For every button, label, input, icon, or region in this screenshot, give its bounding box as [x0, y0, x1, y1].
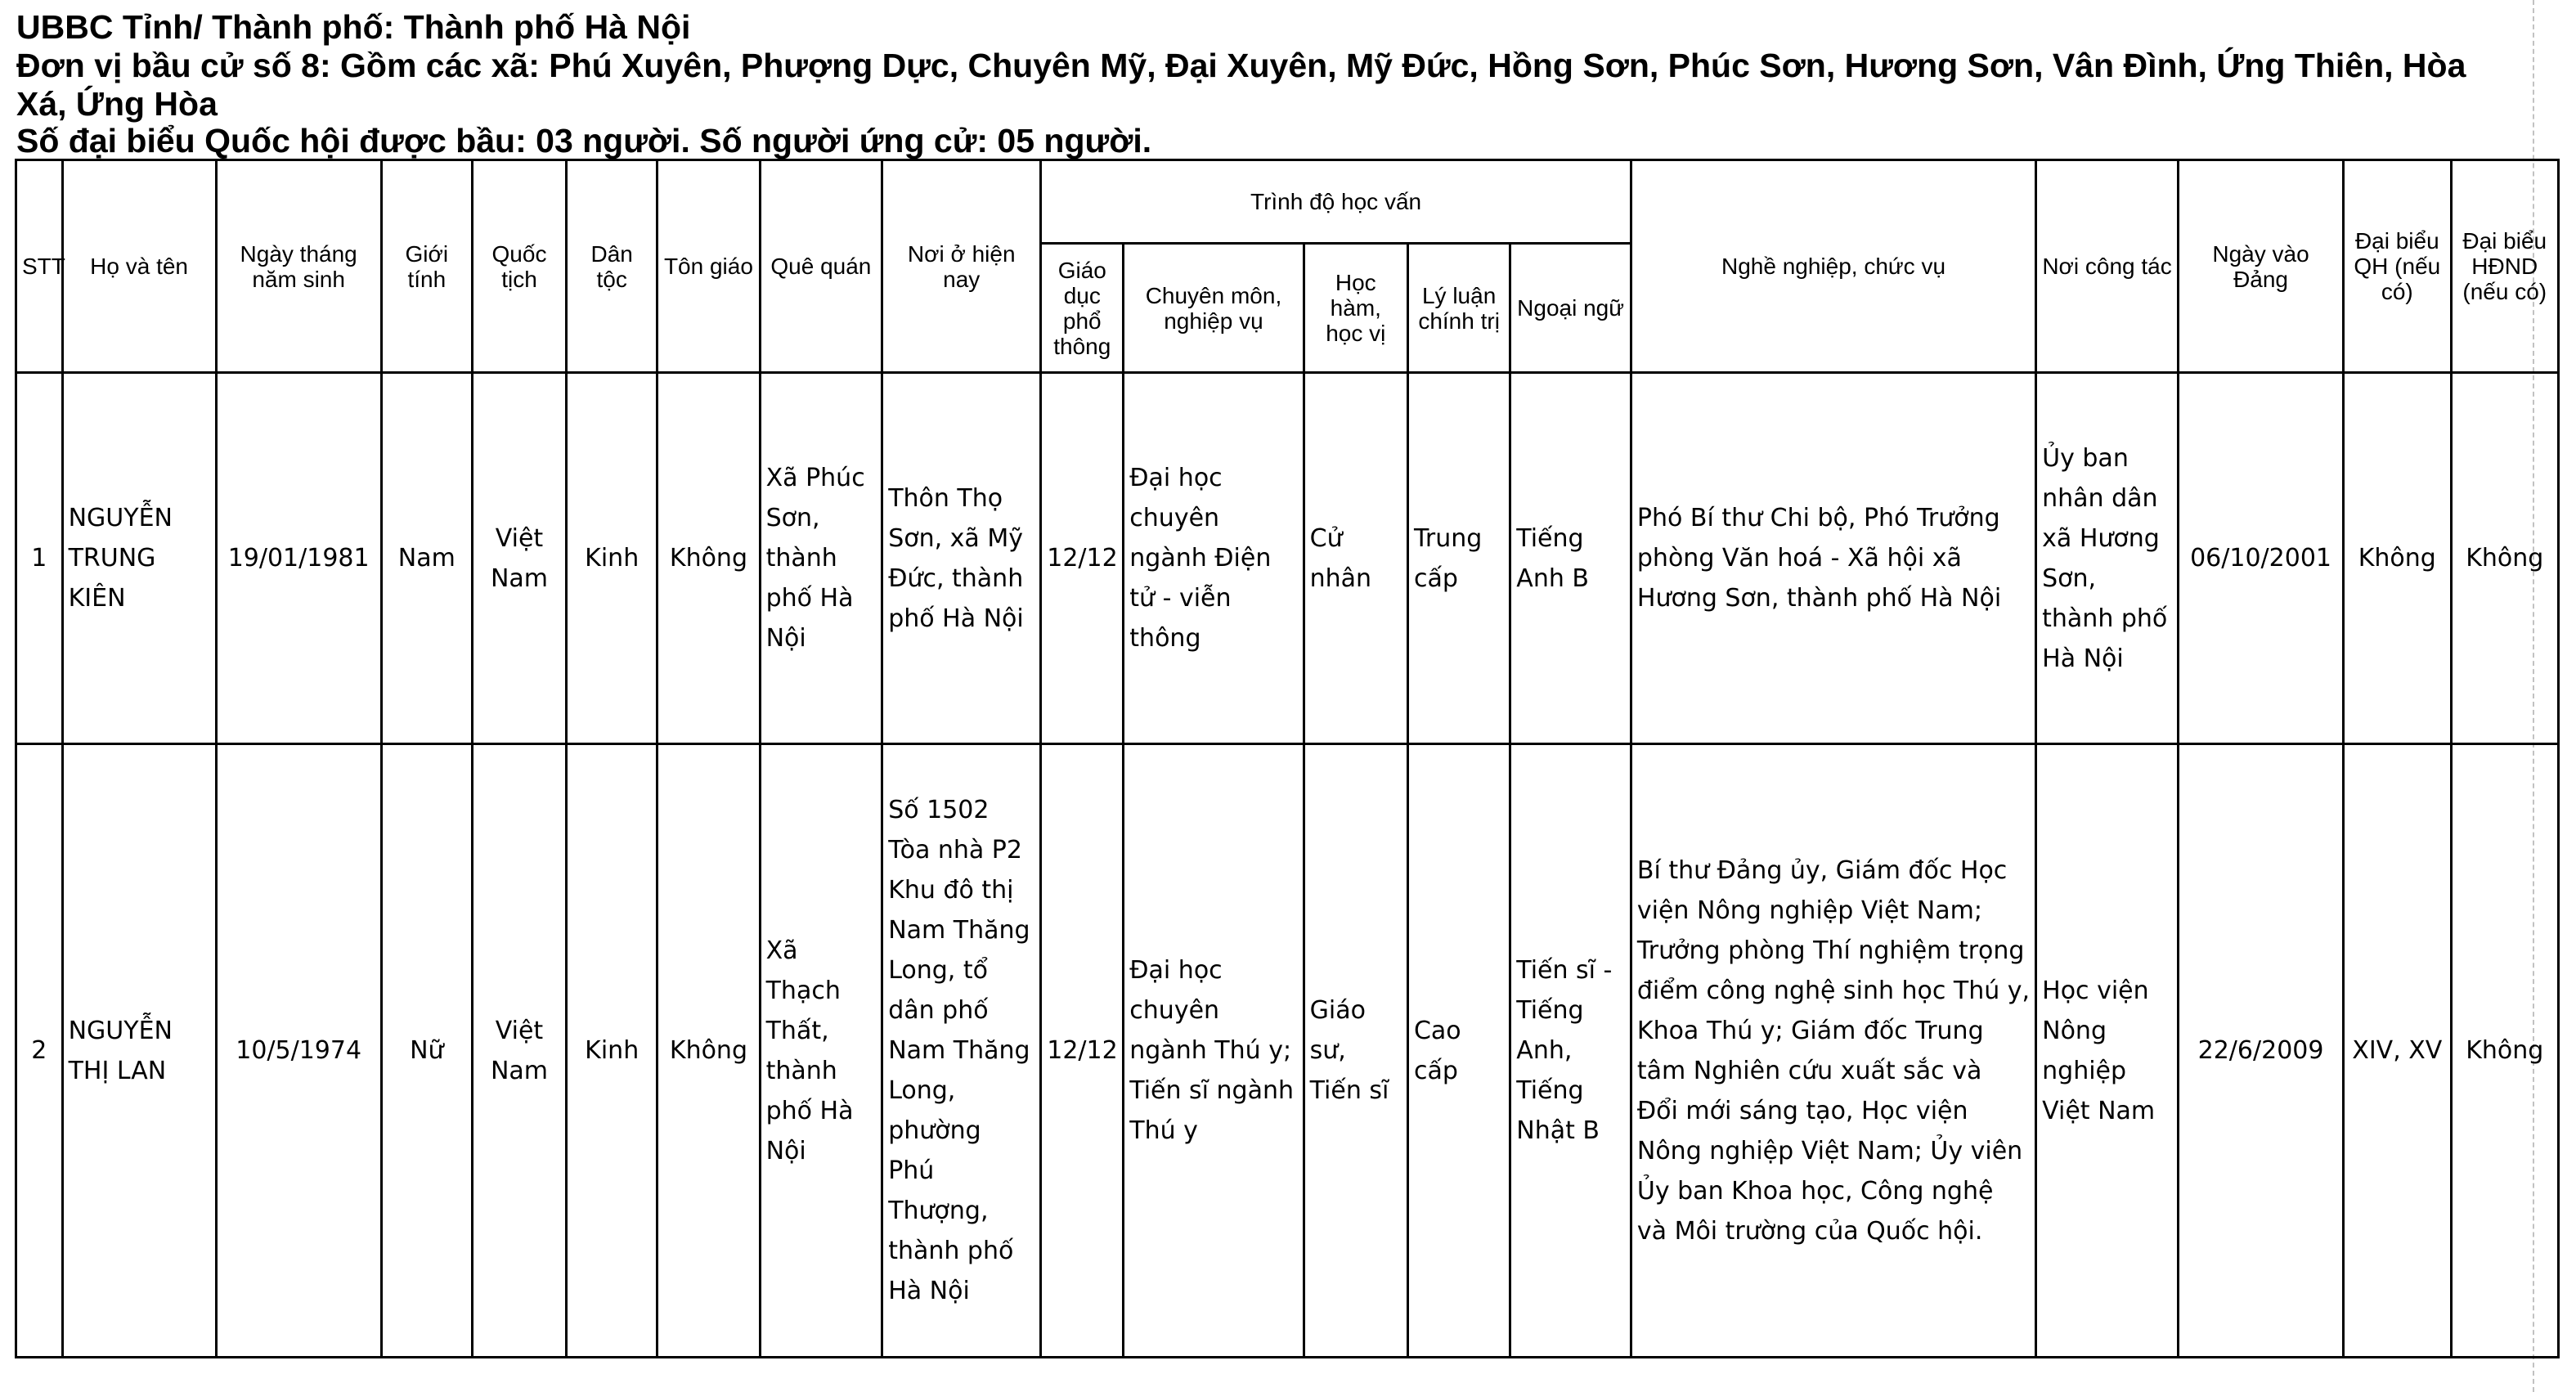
cell-party-date: 22/6/2009 [2178, 744, 2343, 1358]
cell-residence: Thôn Thọ Sơn, xã Mỹ Đức, thành phố Hà Nội [882, 373, 1041, 744]
col-religion: Tôn giáo [657, 160, 760, 373]
table-row [16, 744, 2559, 1358]
cell-specialty: Đại học chuyên ngành Điện tử - viễn thông [1124, 373, 1304, 744]
col-nationality: Quốc tịch [472, 160, 566, 373]
col-na-delegate: Đại biểu QH (nếu có) [2344, 160, 2451, 373]
cell-religion: Không [657, 373, 760, 744]
cell-nationality: Việt Nam [472, 744, 566, 1358]
cell-na-delegate: Không [2344, 373, 2451, 744]
cell-hometown: Xã Phúc Sơn, thành phố Hà Nội [760, 373, 882, 744]
cell-pc-delegate: Không [2451, 744, 2559, 1358]
cell-specialty: Đại học chuyên ngành Thú y; Tiến sĩ ngành Thú y [1124, 744, 1304, 1358]
cell-party-date: 06/10/2001 [2178, 373, 2343, 744]
table-row [16, 373, 2559, 744]
col-occupation: Nghề nghiệp, chức vụ [1631, 160, 2035, 373]
cell-general-edu: 12/12 [1041, 744, 1124, 1358]
committee-line: UBBC Tỉnh/ Thành phố: Thành phố Hà Nội [16, 8, 691, 46]
cell-academic-title: Giáo sư, Tiến sĩ [1304, 744, 1407, 1358]
col-foreign-language: Ngoại ngữ [1510, 244, 1631, 373]
cell-workplace: Ủy ban nhân dân xã Hương Sơn, thành phố Hà Nội [2036, 373, 2179, 744]
cell-foreign-language: Tiến sĩ - Tiếng Anh, Tiếng Nhật B [1510, 744, 1631, 1358]
seats-line: Số đại biểu Quốc hội được bầu: 03 người. Số người ứng cử: 05 người. [16, 122, 1152, 159]
col-political-theory: Lý luận chính trị [1407, 244, 1510, 373]
cell-occupation: Bí thư Đảng ủy, Giám đốc Học viện Nông nghiệp Việt Nam; Trưởng phòng Thí nghiệm trọng điểm công nghệ sinh học Thú y, Khoa Thú y; Giám đốc Trung tâm Nghiên cứu xuất sắc và Đổi mới sáng tạo, Học viện Nông nghiệp Việt Nam; Ủy viên Ủy ban Khoa học, Công nghệ và Môi trường của Quốc hội. [1631, 744, 2035, 1358]
cell-religion: Không [657, 744, 760, 1358]
document-header [16, 8, 2535, 160]
col-academic-title: Học hàm, học vị [1304, 244, 1407, 373]
cell-ethnicity: Kinh [567, 744, 657, 1358]
candidate-table [15, 159, 2560, 1358]
col-party-date: Ngày vào Đảng [2178, 160, 2343, 373]
cell-academic-title: Cử nhân [1304, 373, 1407, 744]
cell-general-edu: 12/12 [1041, 373, 1124, 744]
col-ethnicity: Dân tộc [567, 160, 657, 373]
col-specialty: Chuyên môn, nghiệp vụ [1124, 244, 1304, 373]
cell-gender: Nữ [381, 744, 472, 1358]
col-name: Họ và tên [62, 160, 216, 373]
cell-stt: 1 [16, 373, 63, 744]
cell-dob: 10/5/1974 [216, 744, 381, 1358]
cell-name: NGUYỄN THỊ LAN [62, 744, 216, 1358]
col-hometown: Quê quán [760, 160, 882, 373]
cell-stt: 2 [16, 744, 63, 1358]
cell-occupation: Phó Bí thư Chi bộ, Phó Trưởng phòng Văn hoá - Xã hội xã Hương Sơn, thành phố Hà Nội [1631, 373, 2035, 744]
cell-foreign-language: Tiếng Anh B [1510, 373, 1631, 744]
col-education-group: Trình độ học vấn [1041, 160, 1631, 244]
constituency-line-continued: Xá, Ứng Hòa [16, 85, 218, 123]
col-stt: STT [16, 160, 63, 373]
col-dob: Ngày tháng năm sinh [216, 160, 381, 373]
cell-residence: Số 1502 Tòa nhà P2 Khu đô thị Nam Thăng Long, tổ dân phố Nam Thăng Long, phường Phú Thượng, thành phố Hà Nội [882, 744, 1041, 1358]
cell-gender: Nam [381, 373, 472, 744]
cell-nationality: Việt Nam [472, 373, 566, 744]
cell-name: NGUYỄN TRUNG KIÊN [62, 373, 216, 744]
col-gender: Giới tính [381, 160, 472, 373]
col-general-edu: Giáo dục phổ thông [1041, 244, 1124, 373]
cell-na-delegate: XIV, XV [2344, 744, 2451, 1358]
cell-ethnicity: Kinh [567, 373, 657, 744]
cell-hometown: Xã Thạch Thất, thành phố Hà Nội [760, 744, 882, 1358]
cell-political-theory: Cao cấp [1407, 744, 1510, 1358]
cell-workplace: Học viện Nông nghiệp Việt Nam [2036, 744, 2179, 1358]
col-pc-delegate: Đại biểu HĐND (nếu có) [2451, 160, 2559, 373]
col-residence: Nơi ở hiện nay [882, 160, 1041, 373]
cell-political-theory: Trung cấp [1407, 373, 1510, 744]
cell-dob: 19/01/1981 [216, 373, 381, 744]
col-workplace: Nơi công tác [2036, 160, 2179, 373]
cell-pc-delegate: Không [2451, 373, 2559, 744]
constituency-line: Đơn vị bầu cử số 8: Gồm các xã: Phú Xuyên, Phượng Dực, Chuyên Mỹ, Đại Xuyên, Mỹ Đức, Hồng Sơn, Phúc Sơn, Hương Sơn, Vân Đình, Ứng Thiên, Hòa [16, 47, 2466, 84]
